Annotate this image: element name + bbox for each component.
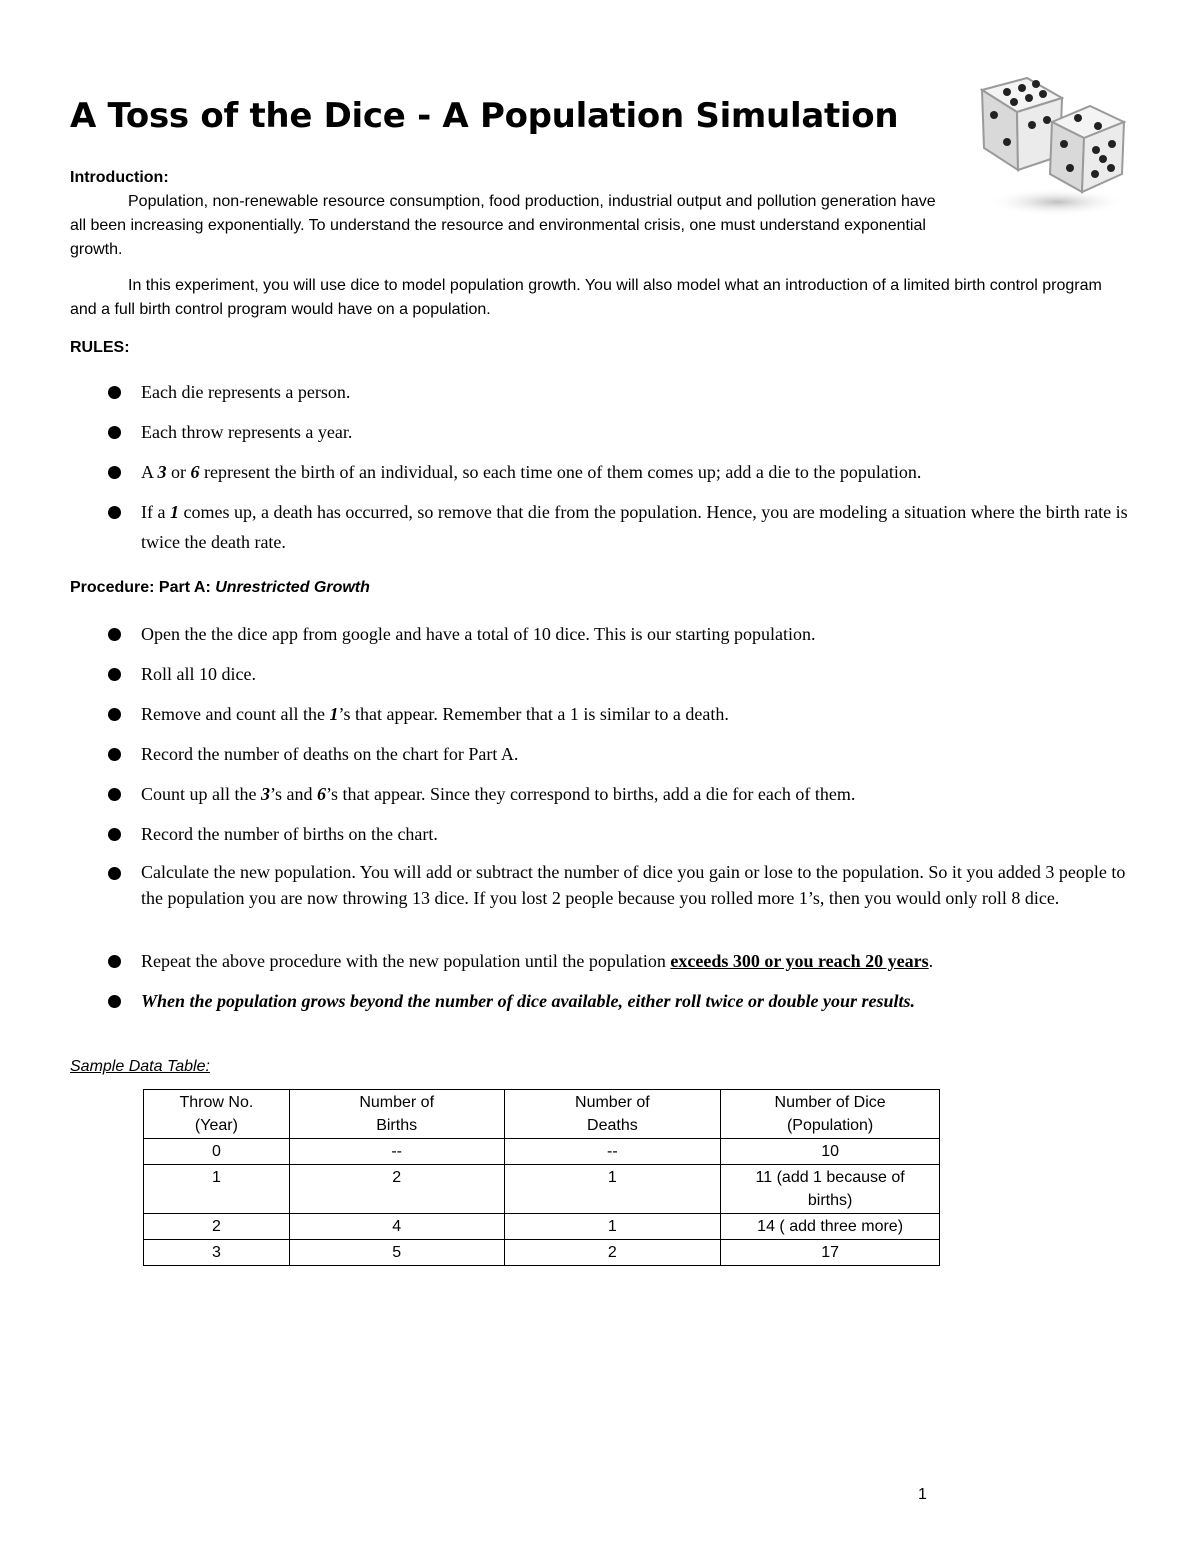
bullet-icon (108, 708, 121, 721)
table-cell: -- (289, 1139, 504, 1165)
sample-table-label: Sample Data Table: (70, 1058, 210, 1075)
header-deaths: Number of Deaths (504, 1090, 721, 1139)
list-item: Record the number of births on the chart. (108, 819, 1138, 849)
bullet-icon (108, 867, 121, 880)
list-item: Repeat the above procedure with the new population until the population exceeds 300 or you reach 20 years. (108, 946, 1138, 976)
table-cell: 14 ( add three more) (721, 1214, 940, 1240)
table-cell: 1 (504, 1214, 721, 1240)
bullet-icon (108, 628, 121, 641)
header-throw-no: Throw No. (Year) (144, 1090, 290, 1139)
intro-paragraph-1: Population, non-renewable resource consumption, food production, industrial output and pollution generation have all been increasing exponentially. To understand the resource and environmental crisis, one must understand exponential growth. (70, 193, 936, 258)
bullet-icon (108, 466, 121, 479)
list-item: If a 1 comes up, a death has occurred, so remove that die from the population. Hence, you are modeling a situation where the birth rate is twice the death rate. (108, 497, 1138, 557)
rules-label: RULES: (70, 339, 130, 356)
list-item: Remove and count all the 1’s that appear. Remember that a 1 is similar to a death. (108, 699, 1138, 729)
list-item: Calculate the new population. You will add or subtract the number of dice you gain or lose to the population. So it you added 3 people to the population you are now throwing 13 dice. If you lost 2 people because you rolled more 1’s, then you would only roll 8 dice. (108, 859, 1138, 911)
bullet-icon (108, 506, 121, 519)
table-cell: 1 (144, 1165, 290, 1214)
bullet-icon (108, 426, 121, 439)
bullet-icon (108, 788, 121, 801)
table-row (144, 1165, 940, 1214)
table-row (144, 1240, 940, 1266)
dice-icon (972, 70, 1132, 220)
list-item: A 3 or 6 represent the birth of an individual, so each time one of them comes up; add a die to the population. (108, 457, 1138, 487)
bullet-icon (108, 995, 121, 1008)
table-cell: 2 (504, 1240, 721, 1266)
list-item: Record the number of deaths on the chart for Part A. (108, 739, 1138, 769)
table-row (144, 1214, 940, 1240)
table-cell: 2 (144, 1214, 290, 1240)
table-row (144, 1139, 940, 1165)
list-item: Count up all the 3’s and 6’s that appear. Since they correspond to births, add a die for each of them. (108, 779, 1138, 809)
page-title: A Toss of the Dice - A Population Simulation (70, 96, 899, 136)
table-cell: 3 (144, 1240, 290, 1266)
list-item: When the population grows beyond the number of dice available, either roll twice or double your results. (108, 986, 1138, 1016)
bullet-icon (108, 668, 121, 681)
list-item: Each die represents a person. (108, 377, 1138, 407)
table-cell: 4 (289, 1214, 504, 1240)
table-header-row (144, 1090, 940, 1139)
list-item: Each throw represents a year. (108, 417, 1138, 447)
table-cell: 2 (289, 1165, 504, 1214)
bullet-icon (108, 748, 121, 761)
procedure-label: Procedure: Part A: Unrestricted Growth (70, 579, 370, 596)
introduction-label: Introduction: (70, 169, 169, 186)
table-cell: 11 (add 1 because of births) (721, 1165, 940, 1214)
bullet-icon (108, 386, 121, 399)
bullet-icon (108, 828, 121, 841)
bullet-icon (108, 955, 121, 968)
table-cell: 1 (504, 1165, 721, 1214)
header-births: Number of Births (289, 1090, 504, 1139)
table-cell: -- (504, 1139, 721, 1165)
list-item: Roll all 10 dice. (108, 659, 1138, 689)
page-number: 1 (918, 1486, 927, 1503)
header-population: Number of Dice (Population) (721, 1090, 940, 1139)
table-cell: 17 (721, 1240, 940, 1266)
intro-paragraph-2: In this experiment, you will use dice to model population growth. You will also model what an introduction of a limited birth control program and a full birth control program would have on a population. (70, 277, 1102, 318)
list-item: Open the the dice app from google and have a total of 10 dice. This is our starting population. (108, 619, 1138, 649)
table-cell: 0 (144, 1139, 290, 1165)
sample-data-table (143, 1089, 940, 1266)
table-cell: 10 (721, 1139, 940, 1165)
table-cell: 5 (289, 1240, 504, 1266)
